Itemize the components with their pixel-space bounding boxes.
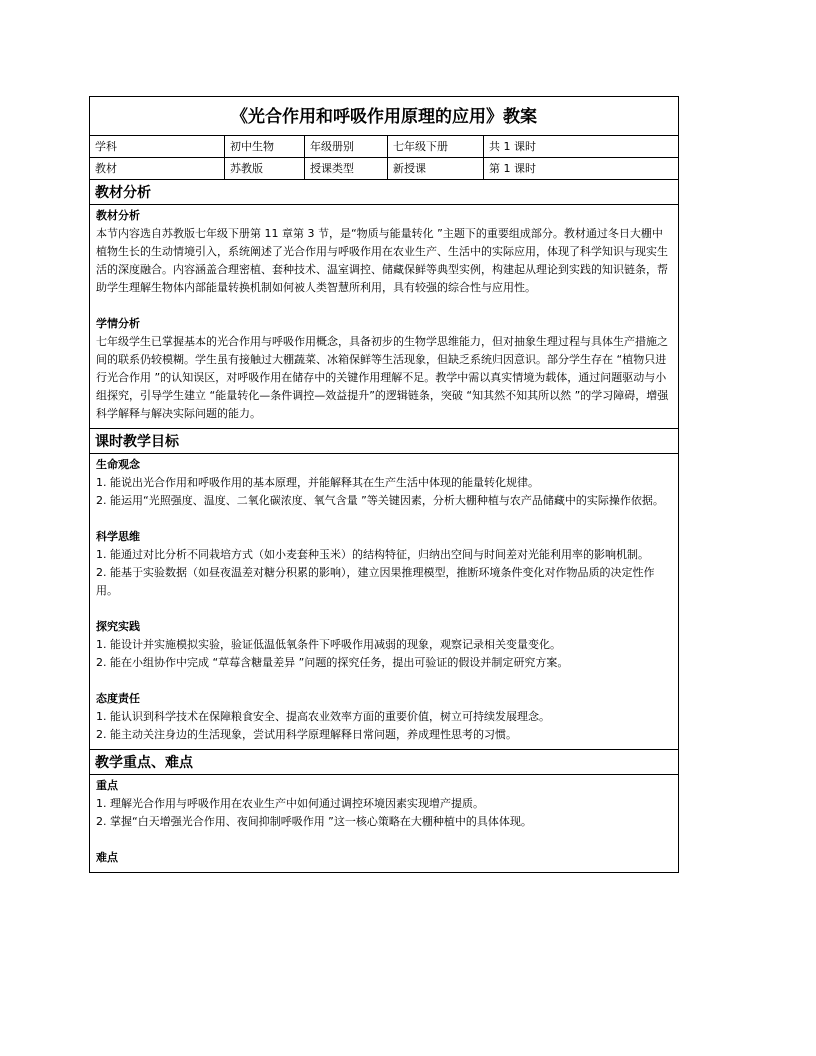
objective-item: 1. 能说出光合作用和呼吸作用的基本原理，并能解释其在生产生活中体现的能量转化规律。 <box>96 476 539 489</box>
objective-group-title: 科学思维 <box>96 530 140 543</box>
subheading-textbook: 教材分析 <box>96 209 140 222</box>
objective-item: 2. 能主动关注身边的生活现象，尝试用科学原理解释日常问题，养成理性思考的习惯。 <box>96 728 517 741</box>
section-body <box>90 775 678 872</box>
meta-row-1 <box>90 136 678 158</box>
subheading-key: 重点 <box>96 779 118 792</box>
meta-label-subject: 学科 <box>90 136 225 157</box>
objective-item: 1. 能通过对比分析不同栽培方式（如小麦套种玉米）的结构特征，归纳出空间与时间差对光能利用率的影响机制。 <box>96 548 649 561</box>
subheading-students: 学情分析 <box>96 317 140 330</box>
section-heading: 课时教学目标 <box>90 429 678 454</box>
student-analysis-text: 七年级学生已掌握基本的光合作用与呼吸作用概念，具备初步的生物学思维能力，但对抽象生理过程与具体生产措施之间的联系仍较模糊。学生虽有接触过大棚蔬菜、冰箱保鲜等生活现象，但缺乏系统归因意识。部分学生存在 “植物只进行光合作用 ”的认知误区，对呼吸作用在储存中的关键作用理解不足。教学中需以真实情境为载体，通过问题驱动与小组探究，引导学生建立 “能量转化—条件调控—效益提升”的逻辑链条，突破 “知其然不知其所以然 ”的学习障碍，增强科学解释与解决实际问题的能力。 <box>96 335 669 420</box>
meta-value-textbook: 苏教版 <box>225 158 305 179</box>
meta-row-2 <box>90 158 678 180</box>
objective-group-title: 生命观念 <box>96 458 140 471</box>
section-heading: 教材分析 <box>90 180 678 205</box>
subheading-difficult: 难点 <box>96 851 118 864</box>
key-item: 2. 掌握“白天增强光合作用、夜间抑制呼吸作用 ”这一核心策略在大棚种植中的具体体现。 <box>96 815 532 828</box>
meta-current-period: 第 1 课时 <box>489 162 536 175</box>
meta-total-periods: 共 1 课时 <box>489 140 536 153</box>
key-item: 1. 理解光合作用与呼吸作用在农业生产中如何通过调控环境因素实现增产提质。 <box>96 797 484 810</box>
lesson-plan-table <box>89 96 679 873</box>
objective-item: 2. 能运用“光照强度、温度、二氧化碳浓度、氧气含量 ”等关键因素，分析大棚种植与农产品储藏中的实际操作依据。 <box>96 494 664 507</box>
meta-label-lesson-type: 授课类型 <box>305 158 388 179</box>
meta-label-grade: 年级册别 <box>305 136 388 157</box>
section-body <box>90 454 678 749</box>
section-heading: 教学重点、难点 <box>90 750 678 775</box>
objective-item: 2. 能基于实验数据（如昼夜温差对糖分积累的影响），建立因果推理模型，推断环境条件变化对作物品质的决定性作用。 <box>96 566 655 597</box>
objective-item: 2. 能在小组协作中完成 “草莓含糖量差异 ”问题的探究任务，提出可验证的假设并制定研究方案。 <box>96 656 569 669</box>
textbook-analysis-text: 本节内容选自苏教版七年级下册第 11 章第 3 节，是“物质与能量转化 ”主题下的重要组成部分。教材通过冬日大棚中植物生长的生动情境引入，系统阐述了光合作用与呼吸作用在农业生产、生活中的实际应用，体现了科学知识与现实生活的深度融合。内容涵盖合理密植、套种技术、温室调控、储藏保鲜等典型实例，构建起从理论到实践的知识链条，帮助学生理解生物体内部能量转换机制如何被人类智慧所利用，具有较强的综合性与应用性。 <box>96 227 668 294</box>
meta-value-lesson-type: 新授课 <box>388 158 484 179</box>
section-objectives <box>90 429 678 750</box>
objective-item: 1. 能设计并实施模拟实验，验证低温低氧条件下呼吸作用减弱的现象，观察记录相关变量变化。 <box>96 638 561 651</box>
objective-item: 1. 能认识到科学技术在保障粮食安全、提高农业效率方面的重要价值，树立可持续发展理念。 <box>96 710 550 723</box>
document-title: 《光合作用和呼吸作用原理的应用》教案 <box>90 97 678 136</box>
section-analysis <box>90 180 678 429</box>
meta-value-subject: 初中生物 <box>225 136 305 157</box>
meta-label-textbook: 教材 <box>90 158 225 179</box>
objective-group-title: 探究实践 <box>96 620 140 633</box>
objective-group-title: 态度责任 <box>96 692 140 705</box>
section-keypoints <box>90 750 678 872</box>
section-body <box>90 205 678 428</box>
meta-value-grade: 七年级下册 <box>388 136 484 157</box>
